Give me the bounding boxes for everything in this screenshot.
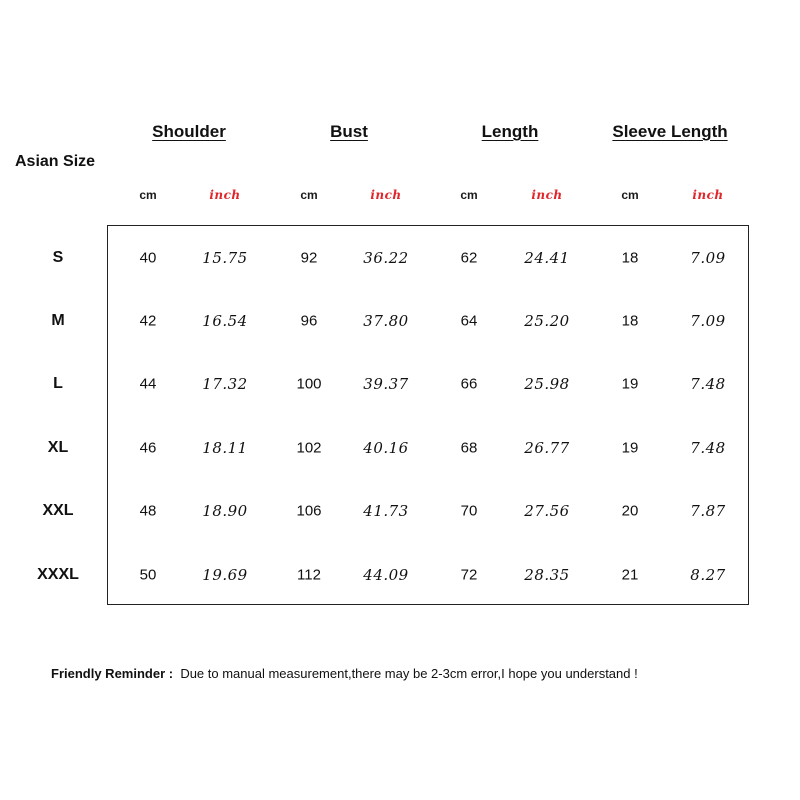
header-length: Length xyxy=(481,122,539,141)
cell-shoulder-inch: 16.54 xyxy=(202,312,248,330)
cell-length-inch: 28.35 xyxy=(524,566,570,584)
cell-sleeve-length-inch: 7.87 xyxy=(690,502,726,520)
cell-shoulder-inch: 18.90 xyxy=(202,502,248,520)
cell-shoulder-cm: 42 xyxy=(139,312,157,330)
cell-length-inch: 25.20 xyxy=(524,312,570,330)
cell-sleeve-length-inch: 7.09 xyxy=(690,312,726,330)
cell-length-inch: 24.41 xyxy=(524,249,570,267)
cell-shoulder-cm: 48 xyxy=(139,502,157,520)
cell-sleeve-length-cm: 18 xyxy=(621,249,639,267)
cell-shoulder-inch: 19.69 xyxy=(202,566,248,584)
unit-cm-sleeve-length: cm xyxy=(621,188,639,202)
header-sleeve-length: Sleeve Length xyxy=(612,122,728,141)
reminder-text: Due to manual measurement,there may be 2-3cm error,I hope you understand ! xyxy=(180,666,638,681)
cell-sleeve-length-inch: 8.27 xyxy=(690,566,726,584)
cell-bust-inch: 40.16 xyxy=(363,439,409,457)
cell-bust-cm: 106 xyxy=(296,502,322,520)
table-border xyxy=(107,225,749,605)
cell-length-inch: 26.77 xyxy=(524,439,570,457)
cell-bust-cm: 92 xyxy=(300,249,318,267)
size-label: S xyxy=(52,249,64,266)
cell-length-inch: 25.98 xyxy=(524,375,570,393)
cell-bust-inch: 41.73 xyxy=(363,502,409,520)
cell-length-inch: 27.56 xyxy=(524,502,570,520)
unit-cm-length: cm xyxy=(460,188,478,202)
cell-shoulder-cm: 50 xyxy=(139,566,157,584)
header-shoulder: Shoulder xyxy=(152,122,226,141)
cell-bust-inch: 37.80 xyxy=(363,312,409,330)
unit-cm-bust: cm xyxy=(300,188,318,202)
unit-inch-shoulder: inch xyxy=(209,188,241,202)
cell-sleeve-length-inch: 7.48 xyxy=(690,375,726,393)
cell-length-cm: 64 xyxy=(460,312,478,330)
cell-shoulder-cm: 44 xyxy=(139,375,157,393)
unit-inch-length: inch xyxy=(531,188,563,202)
cell-sleeve-length-cm: 19 xyxy=(621,375,639,393)
size-label: L xyxy=(53,375,63,392)
cell-bust-cm: 102 xyxy=(296,439,322,457)
cell-shoulder-inch: 17.32 xyxy=(202,375,248,393)
cell-sleeve-length-inch: 7.09 xyxy=(690,249,726,267)
asian-size-label: Asian Size xyxy=(15,153,96,170)
cell-length-cm: 72 xyxy=(460,566,478,584)
cell-bust-cm: 100 xyxy=(296,375,322,393)
cell-sleeve-length-cm: 19 xyxy=(621,439,639,457)
size-label: M xyxy=(51,312,65,329)
cell-length-cm: 62 xyxy=(460,249,478,267)
size-label: XL xyxy=(47,439,69,456)
cell-shoulder-cm: 46 xyxy=(139,439,157,457)
cell-length-cm: 66 xyxy=(460,375,478,393)
cell-sleeve-length-cm: 21 xyxy=(621,566,639,584)
unit-inch-bust: inch xyxy=(370,188,402,202)
cell-sleeve-length-inch: 7.48 xyxy=(690,439,726,457)
unit-cm-shoulder: cm xyxy=(139,188,157,202)
cell-bust-inch: 36.22 xyxy=(363,249,409,267)
cell-length-cm: 68 xyxy=(460,439,478,457)
cell-shoulder-inch: 18.11 xyxy=(202,439,248,457)
cell-length-cm: 70 xyxy=(460,502,478,520)
size-label: XXL xyxy=(42,502,74,519)
header-bust: Bust xyxy=(330,122,368,141)
unit-inch-sleeve-length: inch xyxy=(692,188,724,202)
cell-bust-cm: 112 xyxy=(297,566,321,584)
friendly-reminder xyxy=(51,666,638,681)
reminder-label: Friendly Reminder : xyxy=(51,666,174,681)
cell-sleeve-length-cm: 18 xyxy=(621,312,639,330)
cell-bust-cm: 96 xyxy=(300,312,318,330)
cell-bust-inch: 44.09 xyxy=(363,566,409,584)
cell-sleeve-length-cm: 20 xyxy=(621,502,639,520)
cell-bust-inch: 39.37 xyxy=(363,375,409,393)
size-label: XXXL xyxy=(37,566,79,583)
cell-shoulder-cm: 40 xyxy=(139,249,157,267)
cell-shoulder-inch: 15.75 xyxy=(202,249,248,267)
